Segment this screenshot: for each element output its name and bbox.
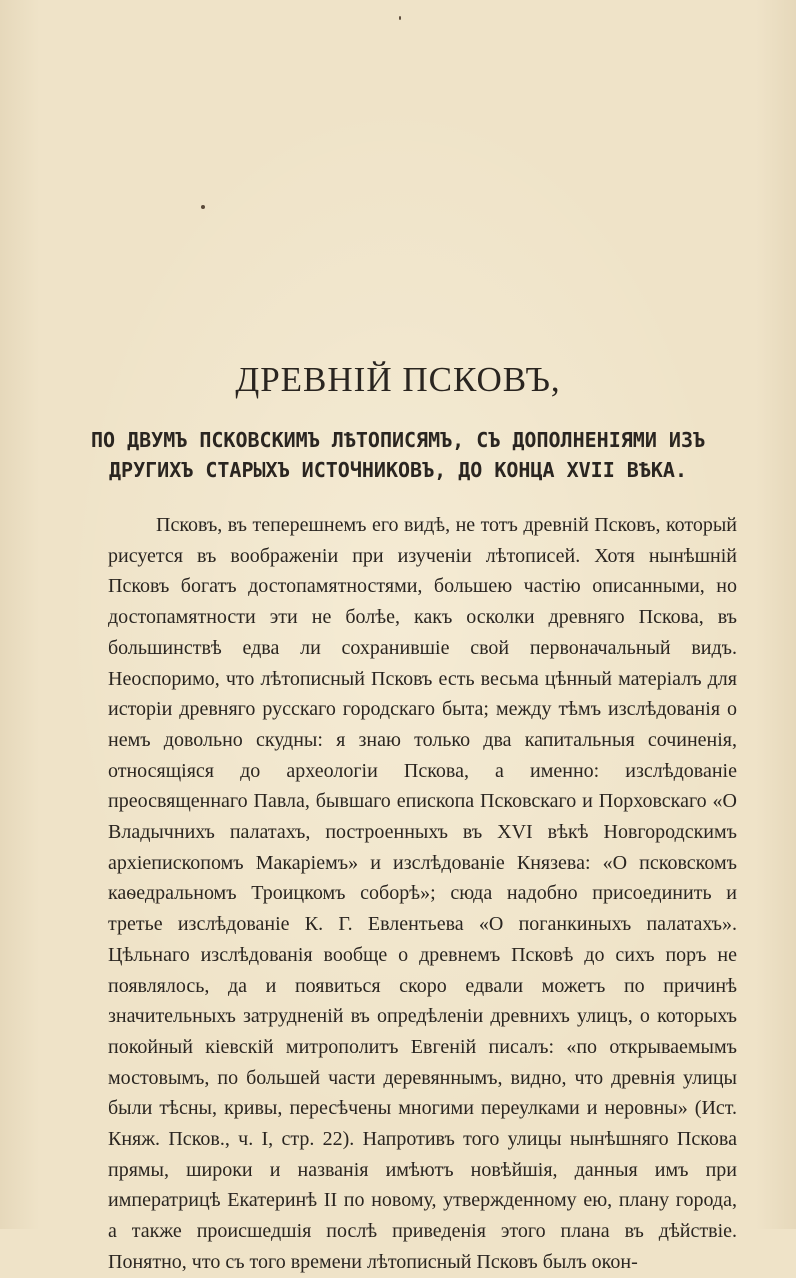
- ink-speck: [399, 16, 401, 20]
- page-title: ДРЕВНІЙ ПСКОВЪ,: [235, 360, 561, 399]
- page-subtitle: ПО ДВУМЪ ПСКОВСКИМЪ ЛѢТОПИСЯМЪ, СЪ ДОПОЛНЕНІЯМИ ИЗЪ ДРУГИХЪ СТАРЫХЪ ИСТОЧНИКОВЪ, ДО КОНЦА XVII ВѢКА.: [90, 428, 706, 482]
- ink-speck: [201, 205, 205, 209]
- body-paragraph: Псковъ, въ теперешнемъ его видѣ, не тотъ древній Псковъ, который рисуется въ воображеніи при изученіи лѣтописей. Хотя нынѣшній Псковъ богатъ достопамятностями, большею частію описанными, но достопамятности эти не болѣе, какъ осколки древняго Пскова, въ большинствѣ едва ли сохранившіе свой первоначальный видъ. Неоспоримо, что лѣтописный Псковъ есть весьма цѣнный матеріалъ для исторіи древняго русскаго городскаго быта; между тѣмъ изслѣдованія о немъ довольно скудны: я знаю только два капитальныя сочиненія, относящіяся до археологіи Пскова, а именно: изслѣдованіе преосвященнаго Павла, бывшаго епископа Псковскаго и Порховскаго «О Владычнихъ палатахъ, построенныхъ въ XVI вѣкѣ Новгородскимъ архіепископомъ Макаріемъ» и изслѣдованіе Князева: «О псковскомъ каѳедральномъ Троицкомъ соборѣ»; сюда надобно присоединить и третье изслѣдованіе К. Г. Евлентьева «О поганкиныхъ палатахъ». Цѣльнаго изслѣдованія вообще о древнемъ Псковѣ до сихъ поръ не появлялось, да и появиться скоро едвали можетъ по причинѣ значительныхъ затрудненій въ опредѣленіи древнихъ улицъ, о которыхъ покойный кіевскій митрополитъ Евгеній писалъ: «по открываемымъ мостовымъ, по большей части деревяннымъ, видно, что древнія улицы были тѣсны, кривы, пересѣчены многими переулками и неровны» (Ист. Княж. Псков., ч. I, стр. 22). Напротивъ того улицы нынѣшняго Пскова прямы, широки и названія имѣютъ новѣйшія, данныя имъ при императрицѣ Екатеринѣ II по новому, утвержденному ею, плану города, а также происшедшія послѣ приведенія этого плана въ дѣйствіе. Понятно, что съ того времени лѣтописный Псковъ былъ окон-: [108, 514, 737, 1273]
